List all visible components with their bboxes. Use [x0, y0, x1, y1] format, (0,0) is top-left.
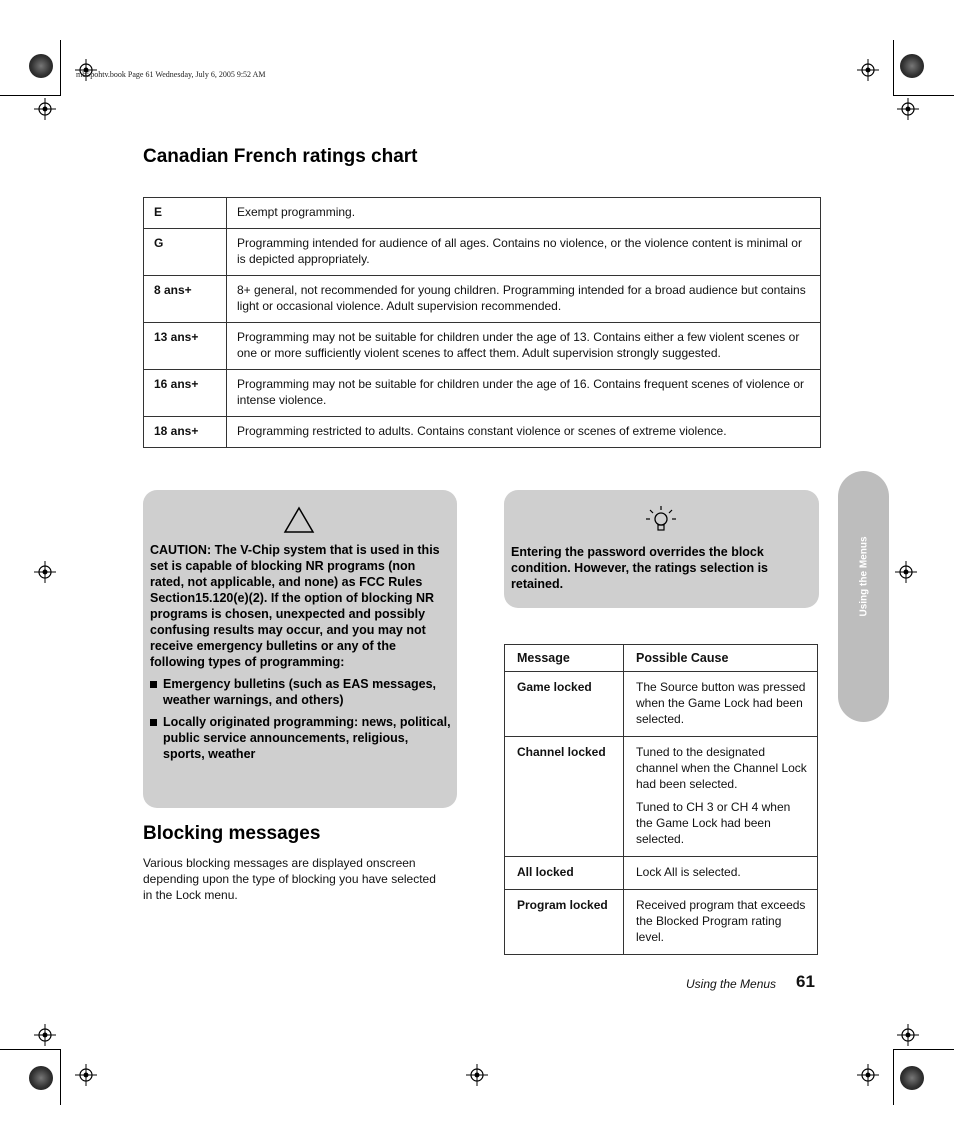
- registration-mark-icon: [466, 1064, 488, 1086]
- registration-mark-icon: [75, 1064, 97, 1086]
- registration-mark-icon: [895, 561, 917, 583]
- blocking-messages-body: Various blocking messages are displayed onscreen depending upon the type of blocking you have selected in the Lock menu.: [143, 856, 436, 902]
- message-name: Program locked: [505, 890, 624, 955]
- table-row: [144, 370, 821, 417]
- list-item: [150, 676, 452, 708]
- registration-mark-icon: [34, 98, 56, 120]
- column-header: Message: [505, 645, 624, 672]
- message-cause: Tuned to the designated channel when the Channel Lock had been selected.: [636, 745, 807, 791]
- registration-mark-icon: [34, 561, 56, 583]
- table-header-row: [505, 645, 818, 672]
- caution-text: CAUTION: The V-Chip system that is used in this set is capable of blocking NR programs (non rated, not applicable, and none) as FCC Rules Section15.120(e)(2). If the option of blocking NR programs is chosen, unexpected and possibly confusing results may occur, and you may not receive emergency bulletins or any of the following types of programming:: [150, 543, 440, 669]
- crop-line: [0, 95, 60, 96]
- registration-mark-icon: [857, 59, 879, 81]
- rating-code: 16 ans+: [144, 370, 227, 417]
- rating-description: 8+ general, not recommended for young children. Programming intended for a broad audience but contains light or occasional violence. Adult supervision recommended.: [227, 276, 821, 323]
- rating-description: Exempt programming.: [227, 198, 821, 229]
- blocking-messages-table: [504, 644, 818, 955]
- rating-description: Programming intended for audience of all ages. Contains no violence, or the violence content is minimal or is depicted appropriately.: [227, 229, 821, 276]
- caution-bullet: Emergency bulletins (such as EAS messages, weather warnings, and others): [163, 677, 437, 707]
- column-header: Possible Cause: [624, 645, 818, 672]
- message-cause: Tuned to CH 3 or CH 4 when the Game Lock had been selected.: [636, 800, 791, 846]
- print-header: mb5pohtv.book Page 61 Wednesday, July 6, 2005 9:52 AM: [76, 70, 266, 79]
- list-item: [150, 714, 452, 762]
- tip-box: [504, 490, 819, 608]
- lightbulb-icon: [644, 504, 678, 536]
- rating-description: Programming may not be suitable for children under the age of 13. Contains either a few violent scenes or one or more sufficiently violent scenes to affect them. Adult supervision strongly suggested.: [227, 323, 821, 370]
- message-name: All locked: [505, 857, 624, 890]
- ratings-table: [143, 197, 821, 448]
- message-cause: The Source button was pressed when the Game Lock had been selected.: [636, 680, 806, 726]
- warning-triangle-icon: [283, 506, 315, 534]
- tip-text: Entering the password overrides the block condition. However, the ratings selection is retained.: [511, 545, 769, 591]
- rating-code: G: [144, 229, 227, 276]
- message-cause: Received program that exceeds the Blocked Program rating level.: [636, 898, 806, 944]
- table-row: [505, 672, 818, 737]
- rating-description: Programming restricted to adults. Contains constant violence or scenes of extreme violence.: [227, 417, 821, 448]
- footer-section: Using the Menus: [686, 977, 777, 991]
- color-bar-mark-icon: [29, 1066, 53, 1090]
- crop-line: [893, 95, 954, 96]
- table-row: [144, 198, 821, 229]
- caution-box: [143, 490, 457, 808]
- registration-mark-icon: [34, 1024, 56, 1046]
- message-cause: Lock All is selected.: [636, 865, 741, 879]
- crop-line: [0, 1049, 60, 1050]
- rating-code: 18 ans+: [144, 417, 227, 448]
- registration-mark-icon: [897, 1024, 919, 1046]
- registration-mark-icon: [897, 98, 919, 120]
- crop-line: [893, 1049, 954, 1050]
- message-name: Game locked: [505, 672, 624, 737]
- caution-bullet: Locally originated programming: news, political, public service announcements, religious, sports, weather: [163, 715, 451, 761]
- color-bar-mark-icon: [29, 54, 53, 78]
- blocking-messages-title: Blocking messages: [143, 823, 321, 844]
- section-side-tab-label: Using the Menus: [858, 536, 870, 617]
- crop-line: [893, 1049, 894, 1105]
- table-row: [144, 323, 821, 370]
- table-row: [144, 276, 821, 323]
- table-row: [144, 417, 821, 448]
- color-bar-mark-icon: [900, 1066, 924, 1090]
- color-bar-mark-icon: [900, 54, 924, 78]
- page-number: 61: [796, 972, 815, 991]
- crop-line: [60, 1049, 61, 1105]
- registration-mark-icon: [857, 1064, 879, 1086]
- rating-code: 8 ans+: [144, 276, 227, 323]
- ratings-chart-title: Canadian French ratings chart: [143, 146, 418, 167]
- table-row: [505, 737, 818, 857]
- rating-description: Programming may not be suitable for children under the age of 16. Contains frequent scenes of violence or intense violence.: [227, 370, 821, 417]
- rating-code: 13 ans+: [144, 323, 227, 370]
- message-name: Channel locked: [505, 737, 624, 857]
- table-row: [144, 229, 821, 276]
- table-row: [505, 857, 818, 890]
- rating-code: E: [144, 198, 227, 229]
- table-row: [505, 890, 818, 955]
- crop-line: [60, 40, 61, 96]
- crop-line: [893, 40, 894, 96]
